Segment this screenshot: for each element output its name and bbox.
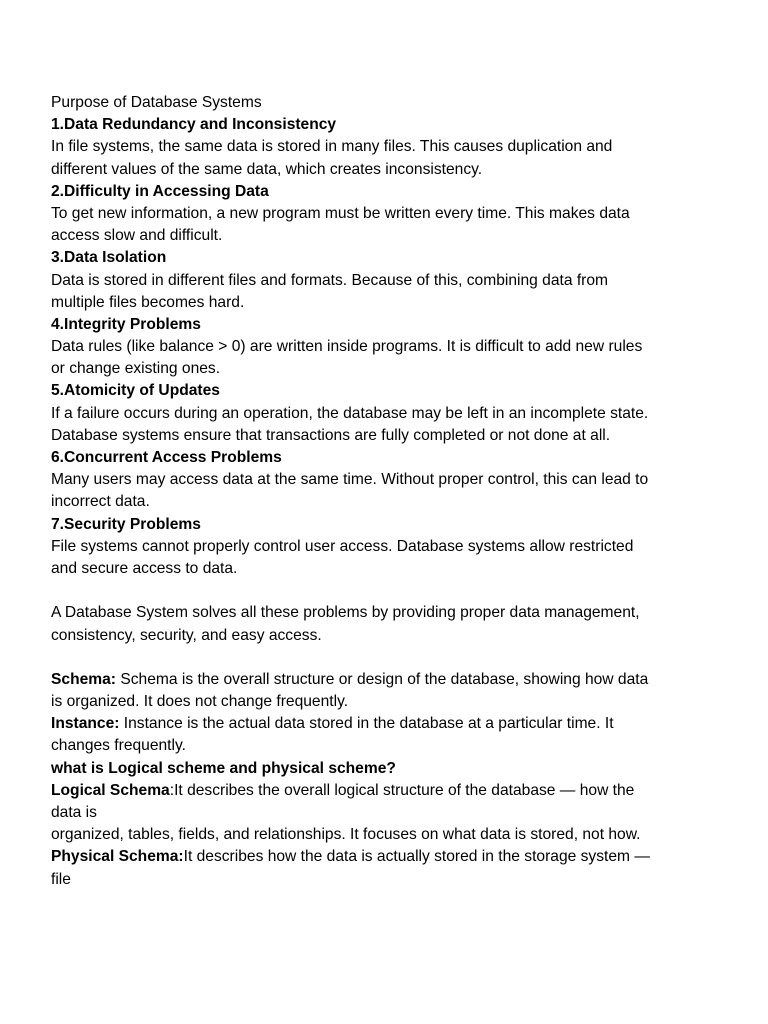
logical-schema-text: :It describes the overall logical structure of the database — how the: [169, 781, 635, 799]
physical-schema-line: [51, 846, 701, 868]
section-heading: 6.Concurrent Access Problems: [51, 449, 282, 466]
section-data-isolation: [51, 247, 701, 314]
section-text-line: or change existing ones.: [51, 360, 221, 378]
section-atomicity: [51, 380, 701, 447]
section-text-line: different values of the same data, which creates inconsistency.: [51, 160, 483, 178]
question-heading: what is Logical scheme and physical scheme?: [51, 759, 396, 777]
summary-paragraph: [51, 602, 701, 646]
section-heading: 4.Integrity Problems: [51, 315, 201, 333]
paragraph-spacer: [51, 580, 701, 602]
logical-schema-term: Logical Schema: [51, 781, 170, 799]
physical-schema-text: It describes how the data is actually stored in the storage system —: [183, 848, 650, 866]
section-text-line: Data is stored in different files and formats. Because of this, combining data from: [51, 271, 609, 289]
document-page: [51, 92, 701, 891]
schema-line: is organized. It does not change frequently.: [51, 693, 349, 711]
section-heading: 1.Data Redundancy and Inconsistency: [51, 116, 337, 134]
section-security-problems: [51, 514, 701, 581]
section-heading: 5.Atomicity of Updates: [51, 382, 220, 400]
section-text-line: incorrect data.: [51, 493, 150, 511]
section-text-line: access slow and difficult.: [51, 227, 223, 245]
section-heading: 7.Security Problems: [51, 515, 201, 533]
physical-schema-term: Physical Schema:: [51, 848, 184, 866]
instance-definition: [51, 713, 701, 757]
section-heading: 3.Data Isolation: [51, 249, 167, 267]
section-concurrent-access: [51, 447, 701, 514]
physical-schema-definition: [51, 846, 701, 890]
logical-schema-line: [51, 780, 701, 802]
section-text-line: To get new information, a new program must be written every time. This makes data: [51, 204, 630, 222]
section-heading: 2.Difficulty in Accessing Data: [51, 182, 269, 200]
physical-schema-line: file: [51, 870, 71, 888]
section-integrity-problems: [51, 314, 701, 381]
section-text-line: Database systems ensure that transactions are fully completed or not done at all.: [51, 426, 611, 444]
section-text-line: Many users may access data at the same time. Without proper control, this can lead to: [51, 471, 649, 489]
logical-schema-definition: [51, 780, 701, 847]
schema-definition: [51, 669, 701, 713]
logical-schema-line: organized, tables, fields, and relationships. It focuses on what data is stored, not how.: [51, 826, 641, 844]
section-text-line: Data rules (like balance > 0) are written inside programs. It is difficult to add new rules: [51, 338, 643, 356]
section-text-line: File systems cannot properly control user access. Database systems allow restricted: [51, 537, 634, 555]
instance-line: changes frequently.: [51, 737, 186, 755]
paragraph-spacer: [51, 647, 701, 669]
schema-text: Schema is the overall structure or design of the database, showing how data: [116, 670, 649, 688]
instance-term: Instance:: [51, 715, 120, 733]
logical-schema-line: data is: [51, 804, 97, 821]
schema-line: [51, 669, 701, 691]
summary-line: A Database System solves all these problems by providing proper data management,: [51, 604, 640, 622]
instance-text: Instance is the actual data stored in the database at a particular time. It: [119, 715, 614, 733]
section-text-line: multiple files becomes hard.: [51, 293, 245, 311]
schema-term: Schema:: [51, 670, 117, 688]
section-text-line: In file systems, the same data is stored in many files. This causes duplication and: [51, 138, 613, 156]
instance-line: [51, 713, 701, 735]
section-data-redundancy: [51, 114, 701, 181]
section-difficulty-accessing: [51, 181, 701, 248]
section-text-line: and secure access to data.: [51, 559, 238, 577]
document-title: Purpose of Database Systems: [51, 94, 262, 111]
section-text-line: If a failure occurs during an operation, the database may be left in an incomplete state.: [51, 404, 649, 422]
summary-line: consistency, security, and easy access.: [51, 626, 322, 644]
